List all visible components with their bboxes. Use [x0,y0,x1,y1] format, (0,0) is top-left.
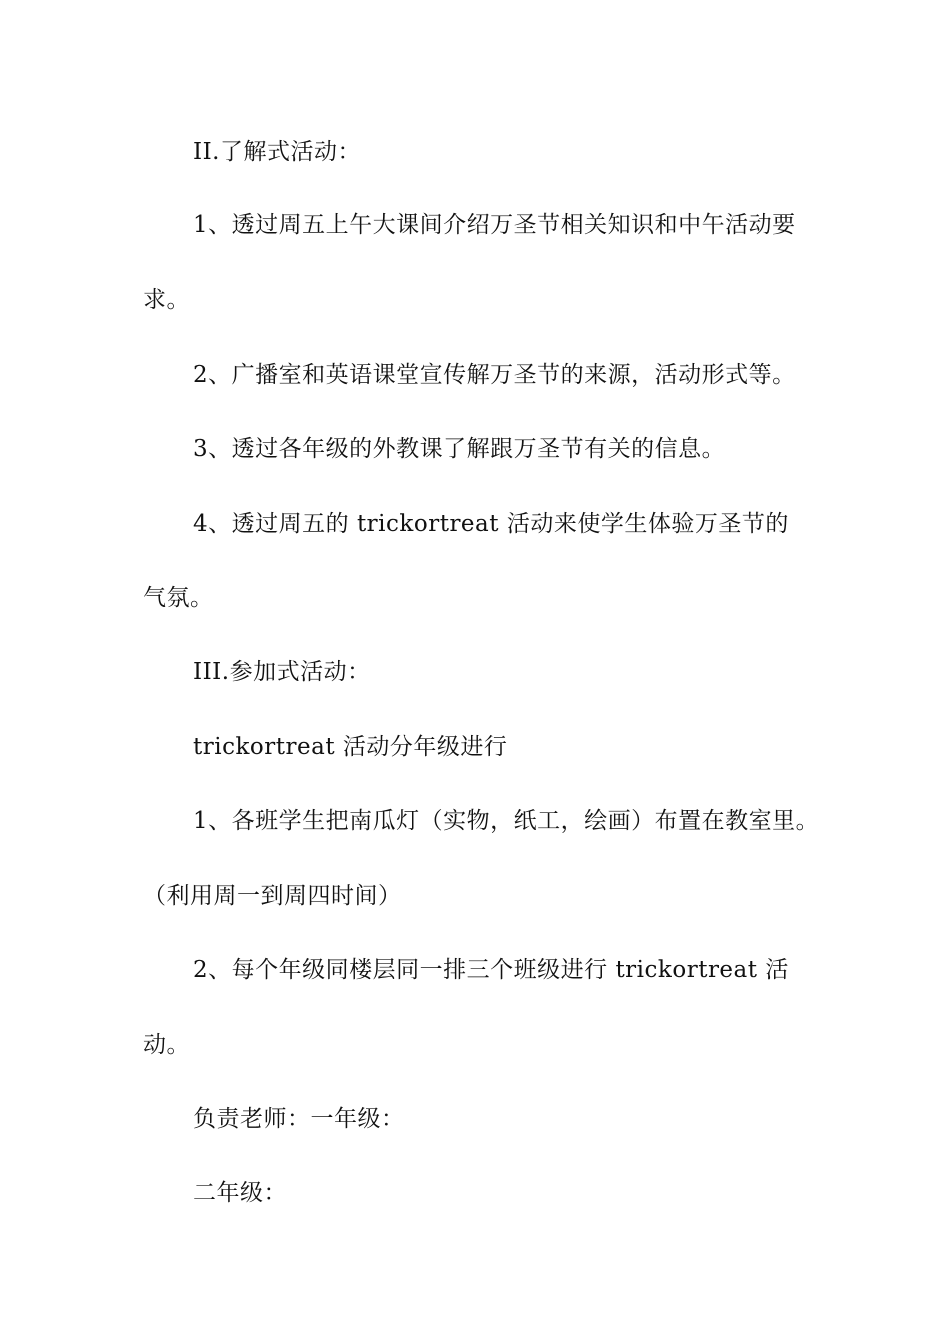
paragraph-line: trickortreat 活动分年级进行 [193,734,508,760]
paragraph-line: 二年级： [193,1180,287,1206]
paragraph-line: 求。 [143,287,190,313]
paragraph-line: 气氛。 [143,585,214,611]
paragraph-line: 3、透过各年级的外教课了解跟万圣节有关的信息。 [193,436,726,462]
paragraph-line: 2、广播室和英语课堂宣传解万圣节的来源，活动形式等。 [193,362,796,388]
paragraph-line: 4、透过周五的 trickortreat 活动来使学生体验万圣节的 [193,511,789,537]
section-heading-understanding: II.了解式活动： [193,139,361,165]
paragraph-line: 动。 [143,1032,190,1058]
paragraph-line: （利用周一到周四时间） [143,883,402,909]
paragraph-line: 负责老师：一年级： [193,1106,405,1132]
section-heading-participation: III.参加式活动： [193,659,371,685]
paragraph-line: 2、每个年级同楼层同一排三个班级进行 trickortreat 活 [193,957,789,983]
paragraph-line: 1、各班学生把南瓜灯（实物，纸工，绘画）布置在教室里。 [193,808,820,834]
paragraph-line: 1、透过周五上午大课间介绍万圣节相关知识和中午活动要 [193,212,796,238]
